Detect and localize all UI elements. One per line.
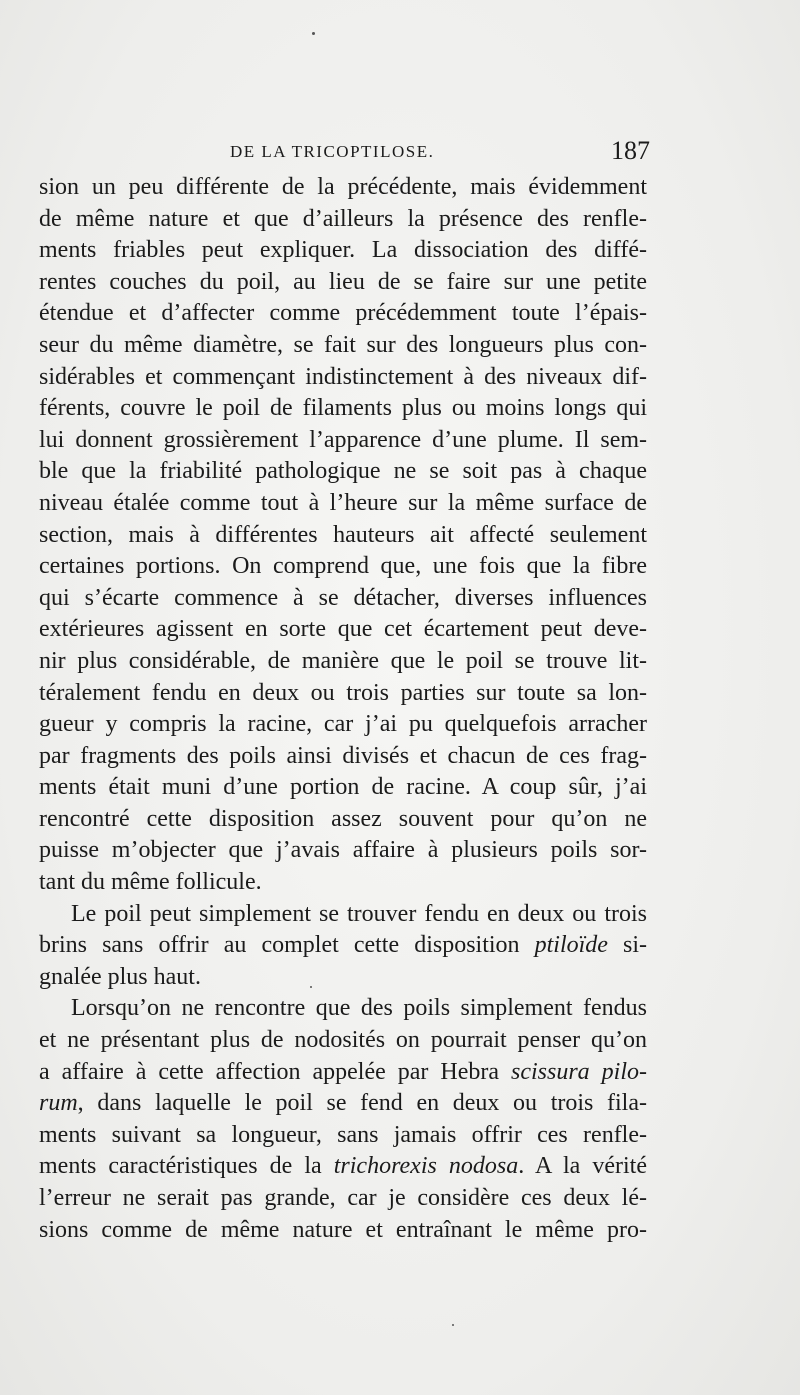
text-line: de même nature et que d’ailleurs la présence des renfle- <box>39 205 647 232</box>
text-line: l’erreur ne serait pas grande, car je considère ces deux lé- <box>39 1185 647 1211</box>
text-line: niveau étalée comme tout à l’heure sur la même surface de <box>39 489 647 516</box>
paper-speck <box>312 32 315 35</box>
text-line: extérieures agissent en sorte que cet écartement peut deve- <box>39 616 647 643</box>
text-line: ments suivant sa longueur, sans jamais offrir ces renfle- <box>39 1121 647 1148</box>
text-line: gueur y compris la racine, car j’ai pu quelquefois arracher <box>39 711 647 738</box>
text-line: sions comme de même nature et entraînant le même pro- <box>39 1216 647 1243</box>
text-line: sidérables et commençant indistinctement à des niveaux dif- <box>39 363 647 390</box>
text-line: qui s’écarte commence à se détacher, diverses influences <box>39 584 647 611</box>
text-line: Le poil peut simplement se trouver fendu en deux ou trois <box>71 900 647 927</box>
text-line: étendue et d’affecter comme précédemment toute l’épais- <box>39 300 647 327</box>
text-segment: ments caractéristiques de la <box>39 1153 334 1180</box>
text-segment: si- <box>607 932 647 959</box>
page-number: 187 <box>611 136 650 165</box>
paper-speck <box>310 986 312 988</box>
text-line: férents, couvre le poil de filaments plus ou moins longs qui <box>39 395 647 422</box>
text-line: rentes couches du poil, au lieu de se faire sur une petite <box>39 268 647 295</box>
body-text <box>39 172 647 1246</box>
text-segment: , dans laquelle le poil se fend en deux ou trois fila- <box>77 1090 647 1117</box>
running-title: DE LA TRICOPTILOSE. <box>230 142 435 161</box>
text-line <box>39 1151 647 1183</box>
text-segment: . A la vérité <box>518 1153 647 1180</box>
running-head <box>40 136 650 172</box>
text-line: sion un peu différente de la précédente, mais évidemment <box>39 174 647 200</box>
text-line: section, mais à différentes hauteurs ait affecté seulement <box>39 521 647 548</box>
text-line: nir plus considérable, de manière que le poil se trouve lit- <box>39 647 647 674</box>
italic-term: scissura pilo- <box>511 1058 647 1085</box>
text-line: Lorsqu’on ne rencontre que des poils simplement fendus <box>71 995 647 1022</box>
italic-term: rum <box>39 1090 78 1117</box>
text-line: par fragments des poils ainsi divisés et chacun de ces frag- <box>39 742 647 769</box>
text-line: et ne présentant plus de nodosités on pourrait penser qu’on <box>39 1027 647 1054</box>
text-line <box>39 1057 647 1089</box>
text-line: gnalée plus haut. <box>39 963 201 990</box>
text-line: ments friables peut expliquer. La dissociation des diffé- <box>39 237 647 264</box>
text-line <box>39 1088 647 1120</box>
text-line: ble que la friabilité pathologique ne se soit pas à chaque <box>39 458 647 485</box>
italic-term: trichorexis nodosa <box>333 1153 519 1180</box>
text-line: téralement fendu en deux ou trois parties sur toute sa lon- <box>39 679 647 706</box>
text-segment: brins sans offrir au complet cette disposition <box>39 932 535 959</box>
text-line <box>39 930 647 962</box>
text-line: lui donnent grossièrement l’apparence d’une plume. Il sem- <box>39 426 647 453</box>
paper-speck <box>452 1324 454 1326</box>
text-line: rencontré cette disposition assez souvent pour qu’on ne <box>39 805 647 832</box>
text-line: tant du même follicule. <box>39 869 262 896</box>
italic-term: ptiloïde <box>534 932 608 959</box>
text-segment: a affaire à cette affection appelée par Hebra <box>39 1058 511 1085</box>
text-line: puisse m’objecter que j’avais affaire à plusieurs poils sor- <box>39 837 647 864</box>
text-line: certaines portions. On comprend que, une fois que la fibre <box>39 553 647 580</box>
text-line: ments était muni d’une portion de racine. A coup sûr, j’ai <box>39 774 647 801</box>
text-line: seur du même diamètre, se fait sur des longueurs plus con- <box>39 331 647 358</box>
